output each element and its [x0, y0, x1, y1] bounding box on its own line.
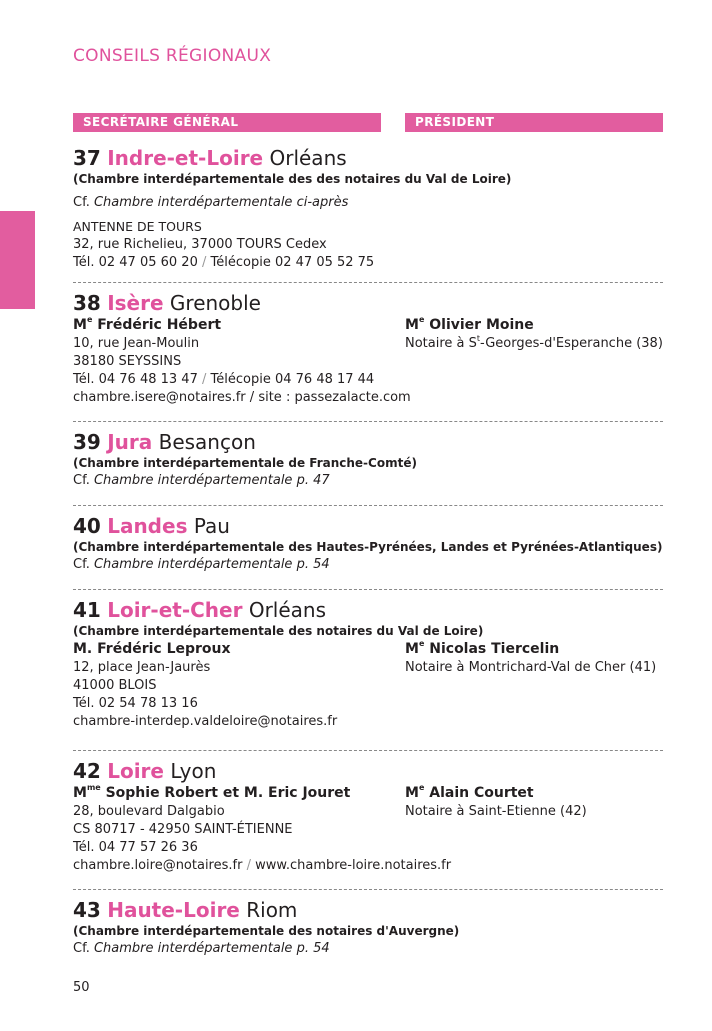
phone: Tél. 02 54 78 13 16: [73, 696, 198, 711]
entry-38: [73, 290, 663, 407]
website-link[interactable]: www.chambre-loire.notaires.fr: [255, 858, 452, 873]
president-role: Notaire à Montrichard-Val de Cher (41): [405, 660, 657, 675]
chamber-note: (Chambre interdépartementale des notaires d'Auvergne): [73, 924, 460, 938]
dept-city: Grenoble: [169, 291, 261, 315]
divider: [73, 889, 663, 890]
dept-name: Jura: [107, 430, 153, 454]
fax: Télécopie 04 76 48 17 44: [210, 372, 375, 387]
dept-city: Pau: [193, 514, 230, 538]
entry-39: [73, 429, 663, 490]
dept-city: Riom: [246, 898, 298, 922]
cf-reference: Chambre interdépartementale p. 54: [93, 557, 330, 572]
column-header-president: PRÉSIDENT: [405, 113, 663, 132]
cf-reference: Chambre interdépartementale p. 54: [93, 941, 330, 956]
chamber-note: (Chambre interdépartementale des des notaires du Val de Loire): [73, 172, 512, 186]
dept-name: Loire: [107, 759, 164, 783]
address-street: 10, rue Jean-Moulin: [73, 336, 200, 351]
dept-title: [73, 290, 663, 316]
address-street: 28, boulevard Dalgabio: [73, 804, 225, 819]
cf-reference: Chambre interdépartementale ci-après: [93, 195, 349, 210]
website-link[interactable]: site : passezalacte.com: [258, 390, 411, 405]
address-city: 38180 SEYSSINS: [73, 354, 182, 369]
phone: Tél. 04 76 48 13 47: [73, 372, 198, 387]
divider: [73, 505, 663, 506]
dept-title: [73, 597, 663, 623]
president-name: Me Nicolas Tiercelin: [405, 639, 560, 657]
divider: [73, 589, 663, 590]
entry-40: [73, 513, 663, 574]
separator: /: [246, 858, 251, 873]
dept-name: Landes: [107, 514, 188, 538]
entry-37: [73, 145, 663, 272]
side-tab-marker: [0, 211, 35, 309]
dept-number: 42: [73, 759, 101, 783]
cf-reference: Chambre interdépartementale p. 47: [93, 473, 330, 488]
chamber-note: (Chambre interdépartementale des Hautes-Pyrénées, Landes et Pyrénées-Atlantiques): [73, 540, 663, 554]
dept-title: [73, 897, 663, 923]
divider: [73, 421, 663, 422]
chamber-note: (Chambre interdépartementale de Franche-Comté): [73, 456, 417, 470]
dept-title: [73, 429, 663, 455]
address-city: 41000 BLOIS: [73, 678, 157, 693]
address-city: CS 80717 - 42950 SAINT-ÉTIENNE: [73, 822, 293, 837]
cf-prefix: Cf.: [73, 557, 90, 572]
president-role: Notaire à $S^t-Georges-d'Esperanche$ (38): [405, 334, 663, 351]
entry-42: [73, 758, 663, 875]
president-name: Me Alain Courtet: [405, 783, 534, 801]
secretary-name: $M^{me}$ Sophie Robert et M. Eric Jouret: [73, 783, 351, 801]
separator: /: [249, 390, 255, 405]
secretary-name: M. Frédéric Leproux: [73, 641, 231, 657]
separator: /: [202, 372, 207, 387]
president-role: Notaire à Saint-Etienne (42): [405, 804, 587, 819]
entry-43: [73, 897, 663, 958]
separator: /: [202, 255, 207, 270]
president-name: Me Olivier Moine: [405, 315, 534, 333]
dept-city: Besançon: [158, 430, 256, 454]
address-street: 12, place Jean-Jaurès: [73, 660, 211, 675]
dept-name: Indre-et-Loire: [107, 146, 264, 170]
dept-number: 37: [73, 146, 101, 170]
dept-number: 40: [73, 514, 101, 538]
chamber-note: (Chambre interdépartementale des notaires du Val de Loire): [73, 624, 484, 638]
cf-prefix: Cf.: [73, 195, 90, 210]
secretary-name: Me Frédéric Hébert: [73, 315, 222, 333]
dept-name: Loir-et-Cher: [107, 598, 243, 622]
dept-city: Lyon: [170, 759, 217, 783]
cf-prefix: Cf.: [73, 941, 90, 956]
cf-prefix: Cf.: [73, 473, 90, 488]
dept-city: Orléans: [248, 598, 327, 622]
dept-name: Haute-Loire: [107, 898, 240, 922]
address: 32, rue Richelieu, 37000 TOURS Cedex: [73, 237, 327, 252]
dept-number: 38: [73, 291, 101, 315]
email-link[interactable]: chambre.isere@notaires.fr: [73, 390, 246, 405]
column-header-secretary: SECRÉTAIRE GÉNÉRAL: [73, 113, 381, 132]
dept-city: Orléans: [269, 146, 347, 170]
divider: [73, 750, 663, 751]
dept-title: [73, 513, 663, 539]
email-link[interactable]: chambre.loire@notaires.fr: [73, 858, 243, 873]
phone: Tél. 04 77 57 26 36: [73, 840, 198, 855]
dept-number: 41: [73, 598, 101, 622]
dept-title: [73, 145, 663, 171]
fax: Télécopie 02 47 05 52 75: [210, 255, 375, 270]
dept-title: [73, 758, 663, 784]
divider: [73, 282, 663, 283]
dept-name: Isère: [107, 291, 164, 315]
entry-41: [73, 597, 663, 731]
antenne-label: ANTENNE DE TOURS: [73, 219, 202, 234]
dept-number: 39: [73, 430, 101, 454]
dept-number: 43: [73, 898, 101, 922]
email-link[interactable]: chambre-interdep.valdeloire@notaires.fr: [73, 714, 338, 729]
page-title: CONSEILS RÉGIONAUX: [73, 46, 272, 66]
page-number: 50: [73, 980, 90, 995]
phone: Tél. 02 47 05 60 20: [73, 255, 198, 270]
